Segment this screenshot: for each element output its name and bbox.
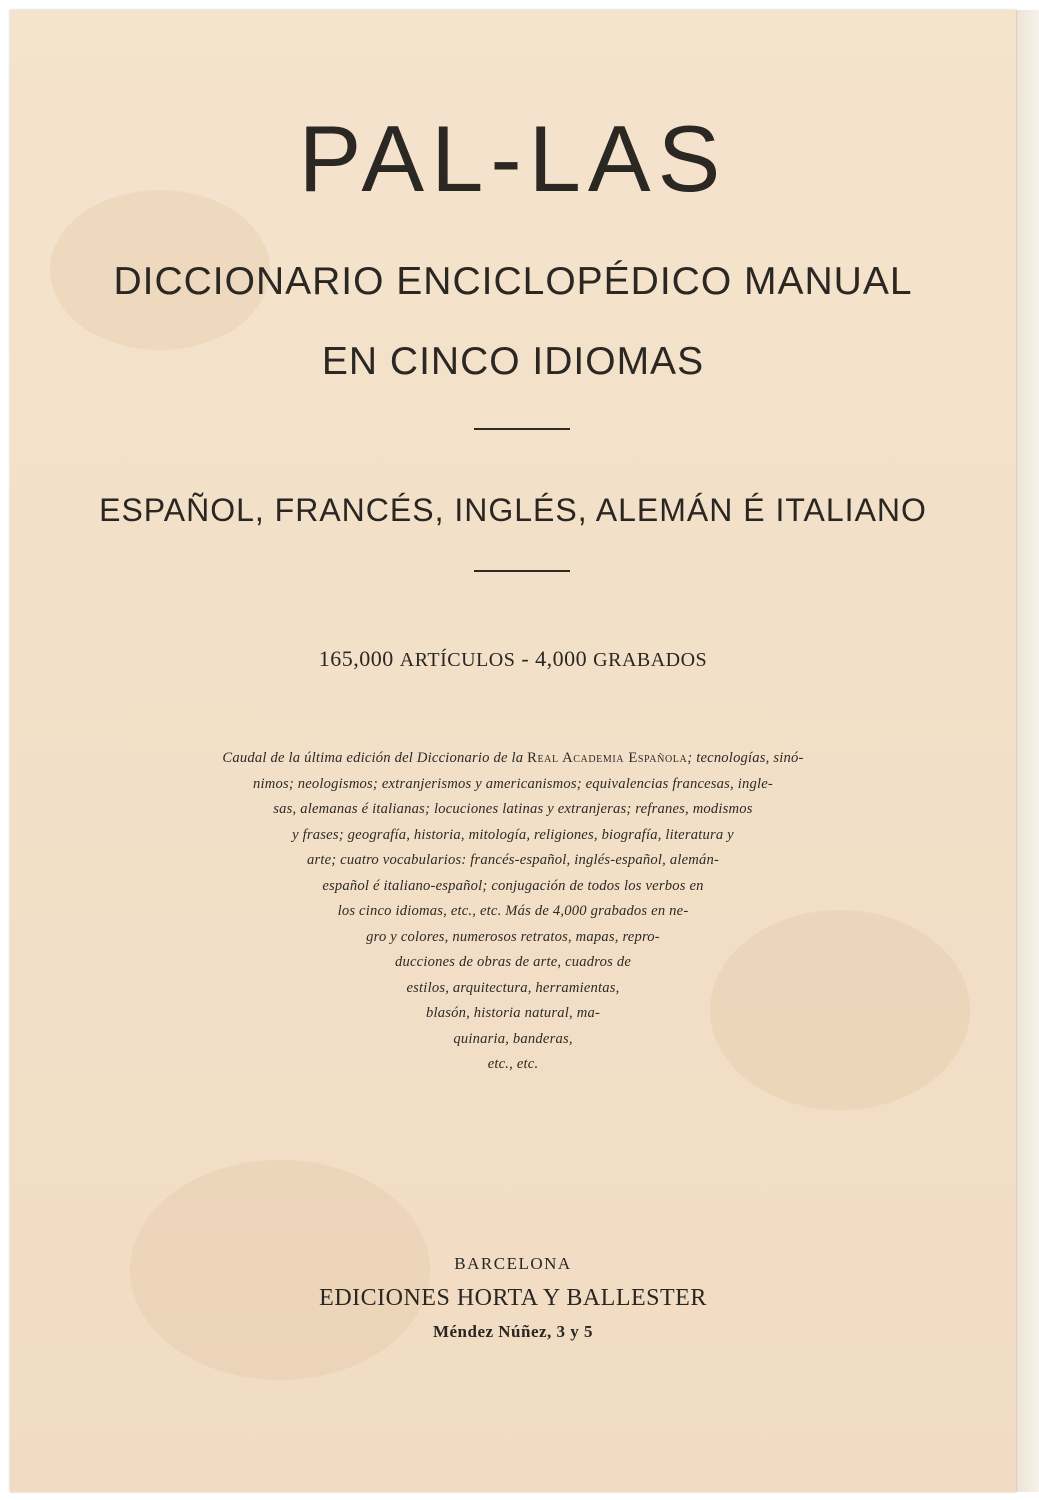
contents-description	[10, 746, 1016, 1078]
description-line: blasón, historia natural, ma-	[425, 1005, 601, 1021]
divider-rule	[474, 570, 570, 572]
description-line: ducciones de obras de arte, cuadros de	[394, 954, 632, 970]
description-line: español é italiano-español; conjugación de todos los verbos en	[322, 877, 704, 894]
articles-count: 165,000	[318, 646, 394, 671]
description-line: gro y colores, numerosos retratos, mapas, repro-	[366, 928, 660, 945]
description-line: estilos, arquitectura, herramientas,	[406, 979, 620, 996]
stats-line	[10, 648, 1016, 670]
articles-label: ARTÍCULOS	[399, 649, 516, 671]
imprint-city: BARCELONA	[454, 1254, 572, 1273]
imprint-address: Méndez Núñez, 3 y 5	[432, 1322, 594, 1341]
stats-separator: -	[521, 646, 530, 671]
description-line	[10, 746, 1016, 772]
imprint-publisher: EDICIONES HORTA Y BALLESTER	[319, 1285, 707, 1311]
description-line: sas, alemanas é italianas; locuciones latinas y extranjeras; refranes, modismos	[273, 801, 753, 817]
description-line: nimos; neologismos; extranjerismos y americanismos; equivalencias francesas, ingle-	[252, 775, 773, 792]
description-line: etc., etc.	[487, 1056, 539, 1072]
description-text: ; tecnologías, sinó-	[687, 750, 804, 766]
languages-line: ESPAÑOL, FRANCÉS, INGLÉS, ALEMÁN É ITALIANO	[99, 492, 927, 528]
page-edge	[1016, 10, 1039, 1492]
description-line: quinaria, banderas,	[453, 1030, 573, 1047]
book-subtitle-line1: DICCIONARIO ENCICLOPÉDICO MANUAL	[113, 260, 913, 303]
engravings-label: GRABADOS	[593, 649, 708, 671]
divider-rule	[474, 428, 570, 430]
book-subtitle-line2: EN CINCO IDIOMAS	[321, 340, 705, 383]
description-line: arte; cuatro vocabularios: francés-español, inglés-español, alemán-	[306, 852, 720, 868]
academy-name: Real Academia Española	[527, 750, 688, 766]
description-line: los cinco idiomas, etc., etc. Más de 4,000 grabados en ne-	[337, 903, 689, 919]
engravings-count: 4,000	[535, 646, 588, 671]
description-text: Caudal de la última edición del Diccionario de la	[222, 750, 524, 766]
description-line: y frases; geografía, historia, mitología, religiones, biografía, literatura y	[292, 826, 734, 843]
book-title: PAL-LAS	[298, 106, 728, 211]
